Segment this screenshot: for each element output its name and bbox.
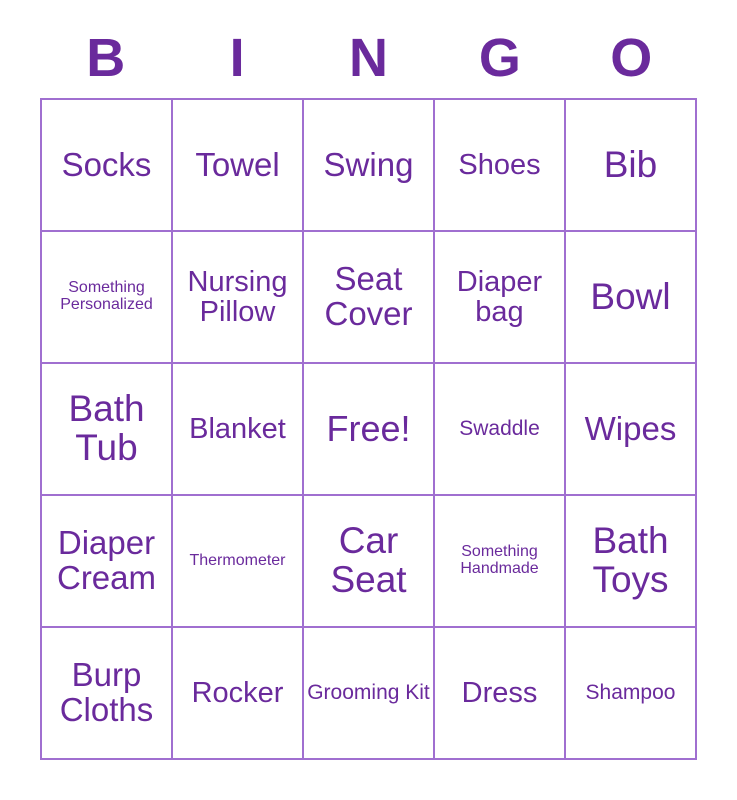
bingo-cell-label: Shampoo xyxy=(585,680,676,704)
bingo-cell-label: Shoes xyxy=(458,148,541,181)
bingo-cell-label: Something Handmade xyxy=(460,543,539,577)
bingo-cell-n2[interactable] xyxy=(304,232,435,364)
bingo-cell-label: Rocker xyxy=(191,676,284,709)
header-letter-g: G xyxy=(478,28,521,88)
bingo-cell-label: Diaper Cream xyxy=(56,524,157,596)
bingo-cell-label: Swing xyxy=(323,145,414,183)
bingo-cell-o5[interactable] xyxy=(566,628,697,760)
bingo-cell-n4[interactable] xyxy=(304,496,435,628)
bingo-cell-label: Socks xyxy=(61,145,152,183)
bingo-cell-label: Wipes xyxy=(584,409,677,447)
bingo-cell-label: Grooming Kit xyxy=(307,680,430,704)
bingo-cell-b2[interactable] xyxy=(42,232,173,364)
bingo-cell-label: Seat Cover xyxy=(324,260,413,332)
bingo-cell-label: Blanket xyxy=(189,412,286,445)
bingo-cell-i3[interactable] xyxy=(173,364,304,496)
bingo-cell-label: Bowl xyxy=(590,275,671,317)
bingo-cell-n5[interactable] xyxy=(304,628,435,760)
header-letter-b: B xyxy=(86,28,126,88)
bingo-cell-free[interactable] xyxy=(304,364,435,496)
bingo-cell-label: Swaddle xyxy=(459,416,540,440)
bingo-grid xyxy=(40,98,697,760)
bingo-cell-label: Bib xyxy=(603,143,658,185)
bingo-cell-g3[interactable] xyxy=(435,364,566,496)
bingo-cell-i1[interactable] xyxy=(173,100,304,232)
bingo-cell-b5[interactable] xyxy=(42,628,173,760)
bingo-cell-o1[interactable] xyxy=(566,100,697,232)
bingo-cell-label: Dress xyxy=(461,676,538,709)
bingo-cell-o3[interactable] xyxy=(566,364,697,496)
bingo-cell-g2[interactable] xyxy=(435,232,566,364)
header-letter-n: N xyxy=(348,28,388,88)
bingo-cell-label: Burp Cloths xyxy=(59,656,154,728)
bingo-cell-o2[interactable] xyxy=(566,232,697,364)
header-letter-i: I xyxy=(229,28,245,88)
bingo-cell-b3[interactable] xyxy=(42,364,173,496)
bingo-cell-label: Bath Toys xyxy=(592,520,669,600)
bingo-cell-b1[interactable] xyxy=(42,100,173,232)
bingo-cell-i4[interactable] xyxy=(173,496,304,628)
bingo-cell-g5[interactable] xyxy=(435,628,566,760)
bingo-cell-g4[interactable] xyxy=(435,496,566,628)
bingo-cell-o4[interactable] xyxy=(566,496,697,628)
bingo-cell-label: Nursing Pillow xyxy=(187,265,288,328)
bingo-cell-label: Bath Tub xyxy=(68,388,145,468)
bingo-cell-label: Car Seat xyxy=(330,520,407,600)
bingo-cell-label: Thermometer xyxy=(189,551,286,569)
bingo-cell-i5[interactable] xyxy=(173,628,304,760)
bingo-cell-label: Towel xyxy=(195,145,280,183)
bingo-cell-label: Free! xyxy=(326,408,411,450)
bingo-header xyxy=(40,18,697,98)
bingo-cell-b4[interactable] xyxy=(42,496,173,628)
header-letter-o: O xyxy=(610,28,653,88)
bingo-cell-label: Something Personalized xyxy=(60,279,153,313)
bingo-cell-label: Diaper bag xyxy=(456,265,543,328)
bingo-cell-i2[interactable] xyxy=(173,232,304,364)
bingo-cell-g1[interactable] xyxy=(435,100,566,232)
bingo-cell-n1[interactable] xyxy=(304,100,435,232)
